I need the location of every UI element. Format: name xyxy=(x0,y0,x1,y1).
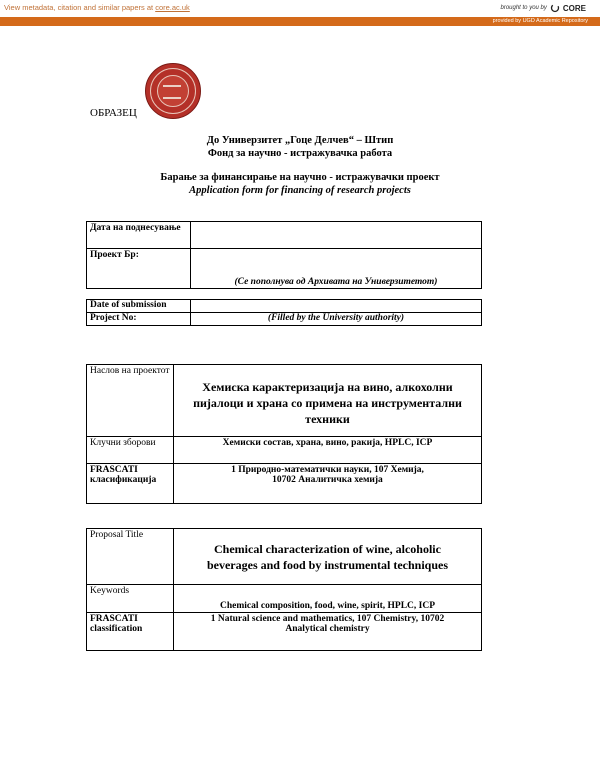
metadata-link-text xyxy=(4,3,190,12)
date-label-mk: Дата на поднесување xyxy=(87,222,191,249)
keywords-value-en: Chemical composition, food, wine, spirit, HPLC, ICP xyxy=(174,585,482,613)
project-no-label-en: Project No: xyxy=(87,313,191,326)
request-title-en: Application form for financing of research projects xyxy=(189,185,411,196)
date-field-mk[interactable] xyxy=(191,222,482,249)
keywords-label-mk: Клучни зборови xyxy=(87,437,174,464)
provided-by-text[interactable]: provided by UGD Academic Repository xyxy=(492,18,588,24)
brought-by xyxy=(501,3,587,13)
keywords-value-mk: Хемиски состав, храна, вино, ракија, HPLC, ICP xyxy=(174,437,482,464)
frascati-label-mk: FRASCATI класификација xyxy=(87,464,174,504)
frascati-label-en: FRASCATI classification xyxy=(87,613,174,651)
proposal-title-label: Proposal Title xyxy=(87,529,174,585)
keywords-label-en: Keywords xyxy=(87,585,174,613)
core-link[interactable]: core.ac.uk xyxy=(155,3,190,12)
brought-by-text: brought to you by xyxy=(500,5,547,11)
banner-text: View metadata, citation and similar papers at xyxy=(4,3,156,12)
core-logo-icon xyxy=(550,3,560,13)
proposal-title-value: Chemical characterization of wine, alcoholic beverages and food by instrumental techniques xyxy=(174,529,482,585)
provider-bar xyxy=(0,17,600,26)
project-table-mk xyxy=(86,364,482,504)
form-label: ОБРАЗЕЦ xyxy=(90,107,137,119)
date-label-en: Date of submission xyxy=(87,300,191,313)
fund-line: Фонд за научно - истражувачка работа xyxy=(207,148,393,159)
frascati-value-en: 1 Natural science and mathematics, 107 Chemistry, 10702 Analytical chemistry xyxy=(174,613,482,651)
frascati-value-mk: 1 Природно-математички науки, 107 Хемија, 10702 Аналитичка хемија xyxy=(174,464,482,504)
core-banner xyxy=(0,0,600,16)
project-no-label-mk: Проект Бр: xyxy=(87,249,191,289)
submission-table-en xyxy=(86,299,482,326)
project-table-en xyxy=(86,528,482,651)
title-value-mk: Хемиска карактеризација на вино, алкохолни пијалоци и храна со примена на инструментални техники xyxy=(174,365,482,437)
date-field-en[interactable] xyxy=(191,300,482,313)
submission-table-mk xyxy=(86,221,482,289)
core-logo-text[interactable]: CORE xyxy=(562,3,586,13)
title-label-mk: Наслов на проектот xyxy=(87,365,174,437)
request-title-mk: Барање за финансирање на научно - истражувачки проект xyxy=(160,172,440,183)
project-no-field-mk[interactable]: (Се пополнува од Архивата на Универзитетот) xyxy=(191,249,482,289)
addressee-line: До Универзитет „Гоце Делчев“ – Штип xyxy=(206,135,394,146)
university-seal-icon xyxy=(145,63,201,119)
project-no-field-en[interactable]: (Filled by the University authority) xyxy=(191,313,482,326)
